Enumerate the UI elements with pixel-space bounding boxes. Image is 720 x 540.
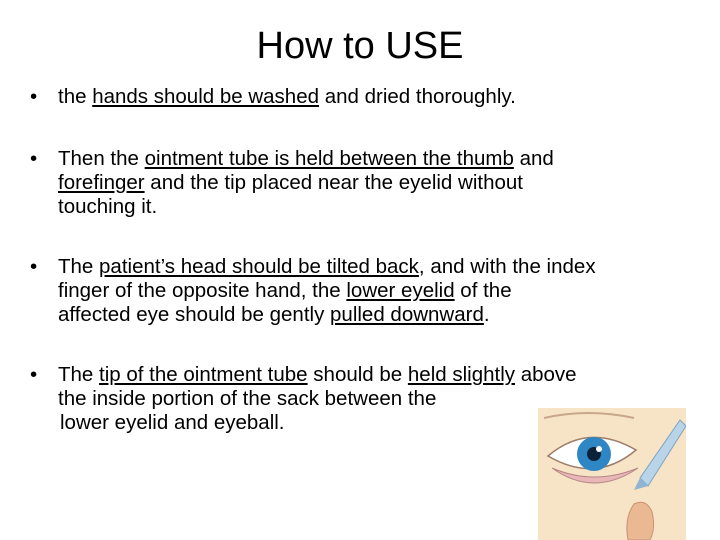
text-line [58, 255, 688, 279]
text-segment: and [513, 147, 554, 170]
underlined-phrase: ointment tube is held between the thumb [144, 147, 514, 170]
text-segment: . [483, 303, 490, 326]
text-line [58, 195, 688, 219]
underlined-phrase: hands should be washed [92, 85, 320, 108]
bullet-text [58, 85, 688, 109]
underlined-phrase: held slightly [407, 363, 516, 386]
text-segment: should be [307, 363, 408, 386]
text-segment: of the [454, 279, 512, 302]
text-segment: affected eye should be gently [58, 303, 331, 326]
text-segment: lower eyelid and eyeball. [60, 411, 285, 434]
text-segment: finger of the opposite hand, the [58, 279, 347, 302]
text-line [58, 85, 688, 109]
text-line [58, 363, 688, 387]
illustration-background [538, 408, 686, 540]
text-segment: and dried thoroughly. [319, 85, 516, 108]
bullet-text [58, 147, 688, 219]
text-line [58, 147, 688, 171]
eye-highlight [596, 446, 602, 452]
eye-ointment-application-illustration [538, 408, 686, 540]
underlined-phrase: tip of the ointment tube [99, 363, 308, 386]
slide-title: How to USE [256, 25, 464, 67]
underlined-phrase: pulled downward [330, 303, 484, 326]
underlined-phrase: forefinger [58, 171, 145, 194]
text-segment: The [58, 363, 100, 386]
underlined-phrase: patient’s head should be tilted back [99, 255, 419, 278]
text-segment: touching it. [58, 195, 158, 218]
text-line [58, 279, 688, 303]
bullet-text [58, 255, 688, 327]
bullet-dot: • [30, 363, 38, 386]
bullet-dot: • [30, 147, 38, 170]
text-segment: Then the [58, 147, 145, 170]
text-line [58, 303, 688, 327]
bullet-dot: • [30, 85, 38, 108]
text-segment: the inside portion of the sack between the [58, 387, 437, 410]
text-segment: the [58, 85, 93, 108]
text-line [58, 171, 688, 195]
underlined-phrase: lower eyelid [346, 279, 455, 302]
text-segment: , and with the index [418, 255, 596, 278]
text-segment: The [58, 255, 100, 278]
text-segment: and the tip placed near the eyelid without [144, 171, 523, 194]
text-segment: above [515, 363, 577, 386]
bullet-dot: • [30, 255, 38, 278]
